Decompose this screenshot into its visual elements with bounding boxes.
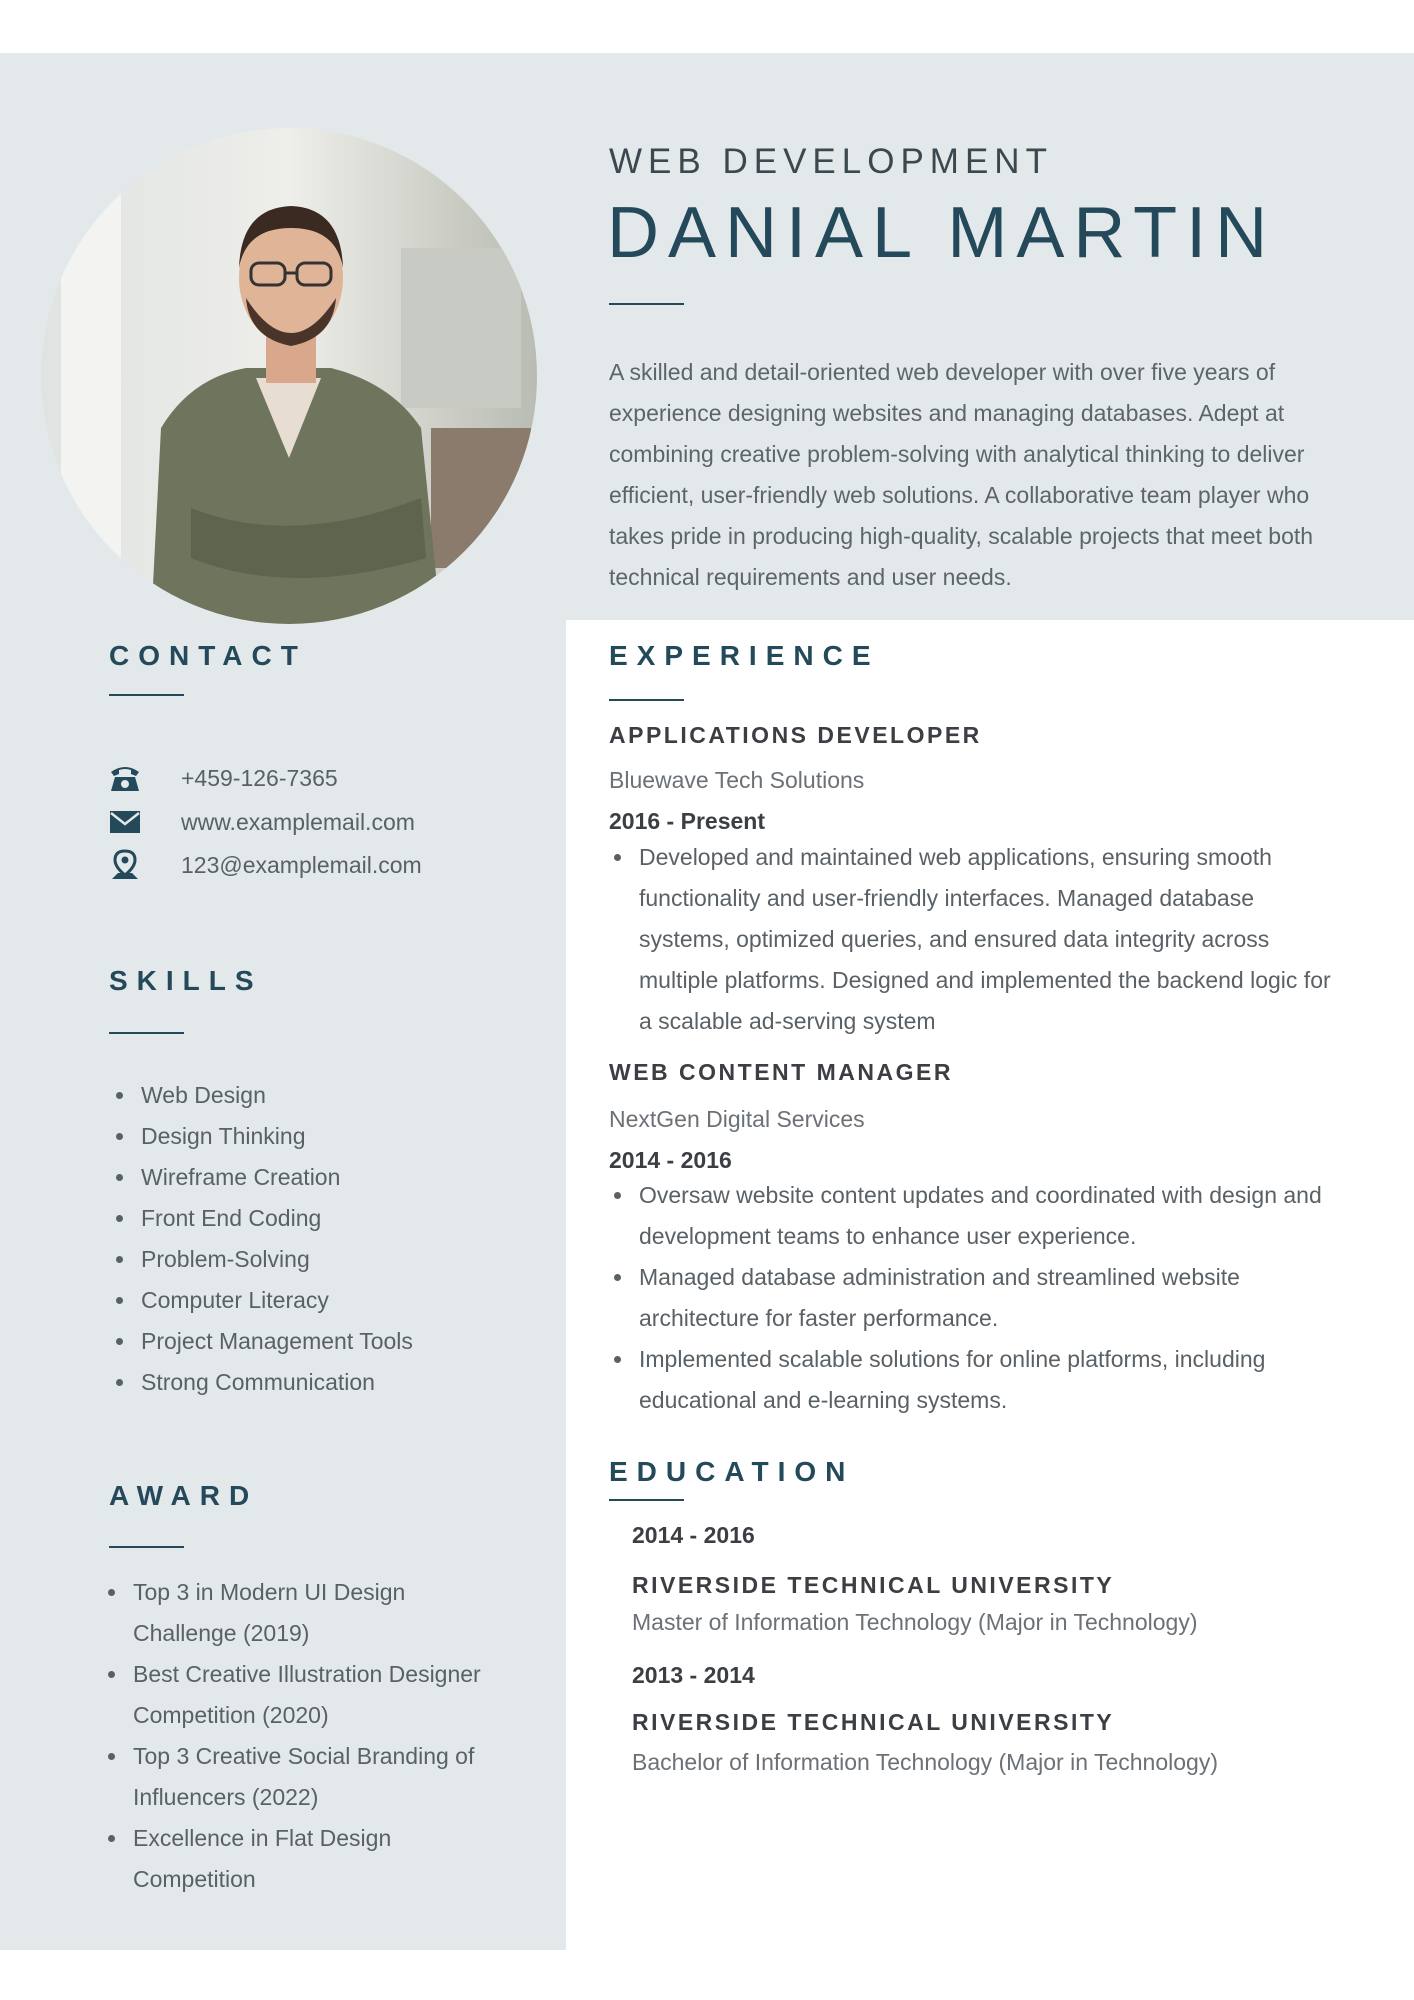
education-period: 2014 - 2016 xyxy=(632,1522,755,1548)
list-item: Best Creative Illustration Designer Competition (2020) xyxy=(103,1654,483,1736)
location-pin-icon xyxy=(108,848,142,882)
school-name: RIVERSIDE TECHNICAL UNIVERSITY xyxy=(632,1572,1115,1598)
list-item: Wireframe Creation xyxy=(111,1157,413,1198)
list-item: Design Thinking xyxy=(111,1116,413,1157)
contact-divider xyxy=(109,694,184,696)
list-item: Developed and maintained web applications, ensuring smooth functionality and user-friendly interfaces. Managed database systems, optimized queries, and ensured data integrity across multiple platforms. Designed and implemented the backend logic for a scalable ad-serving system xyxy=(609,837,1349,1042)
list-item: Implemented scalable solutions for online platforms, including educational and e-learning systems. xyxy=(609,1339,1349,1421)
skills-heading: SKILLS xyxy=(109,965,263,996)
job-subtitle: WEB DEVELOPMENT xyxy=(609,142,1053,181)
list-item: Problem-Solving xyxy=(111,1239,413,1280)
school-name: RIVERSIDE TECHNICAL UNIVERSITY xyxy=(632,1709,1115,1735)
list-item: Project Management Tools xyxy=(111,1321,413,1362)
list-item: Top 3 Creative Social Branding of Influencers (2022) xyxy=(103,1736,483,1818)
list-item: Managed database administration and streamlined website architecture for faster performance. xyxy=(609,1257,1349,1339)
candidate-name: DANIAL MARTIN xyxy=(607,193,1277,273)
list-item: Oversaw website content updates and coordinated with design and development teams to enhance user experience. xyxy=(609,1175,1349,1257)
list-item: Front End Coding xyxy=(111,1198,413,1239)
contact-phone xyxy=(108,760,338,796)
job-bullets xyxy=(609,1175,1349,1421)
experience-heading: EXPERIENCE xyxy=(609,640,880,671)
list-item: Excellence in Flat Design Competition xyxy=(103,1818,483,1900)
envelope-icon xyxy=(108,805,142,839)
degree-name: Master of Information Technology (Major in Technology) xyxy=(632,1609,1198,1635)
job-title: WEB CONTENT MANAGER xyxy=(609,1059,953,1085)
list-item: Strong Communication xyxy=(111,1362,413,1403)
award-heading: AWARD xyxy=(109,1480,259,1511)
award-list xyxy=(103,1572,483,1900)
award-divider xyxy=(109,1546,184,1548)
skills-divider xyxy=(109,1032,184,1034)
experience-divider xyxy=(609,699,684,701)
job-title: APPLICATIONS DEVELOPER xyxy=(609,722,982,748)
email-text: www.examplemail.com xyxy=(181,808,415,835)
education-heading: EDUCATION xyxy=(609,1456,855,1487)
phone-text: +459-126-7365 xyxy=(181,764,338,791)
list-item: Web Design xyxy=(111,1075,413,1116)
job-period: 2014 - 2016 xyxy=(609,1147,732,1173)
contact-location xyxy=(108,847,422,883)
company-name: Bluewave Tech Solutions xyxy=(609,767,865,793)
address-text: 123@examplemail.com xyxy=(181,851,422,878)
job-bullets xyxy=(609,837,1349,1042)
list-item: Top 3 in Modern UI Design Challenge (2019) xyxy=(103,1572,483,1654)
list-item: Computer Literacy xyxy=(111,1280,413,1321)
company-name: NextGen Digital Services xyxy=(609,1106,865,1132)
education-period: 2013 - 2014 xyxy=(632,1662,755,1688)
name-divider xyxy=(609,303,684,305)
skills-list xyxy=(111,1075,413,1403)
degree-name: Bachelor of Information Technology (Major in Technology) xyxy=(632,1749,1218,1775)
education-divider xyxy=(609,1499,684,1501)
contact-email xyxy=(108,804,415,840)
profile-photo xyxy=(41,128,537,624)
profile-summary: A skilled and detail-oriented web developer with over five years of experience designing websites and managing databases. Adept at combining creative problem-solving with analytical thinking to deliver efficient, user-friendly web solutions. A collaborative team player who takes pride in producing high-quality, scalable projects that meet both technical requirements and user needs. xyxy=(609,359,1314,590)
contact-heading: CONTACT xyxy=(109,640,307,671)
job-period: 2016 - Present xyxy=(609,808,765,834)
phone-icon xyxy=(108,761,142,795)
